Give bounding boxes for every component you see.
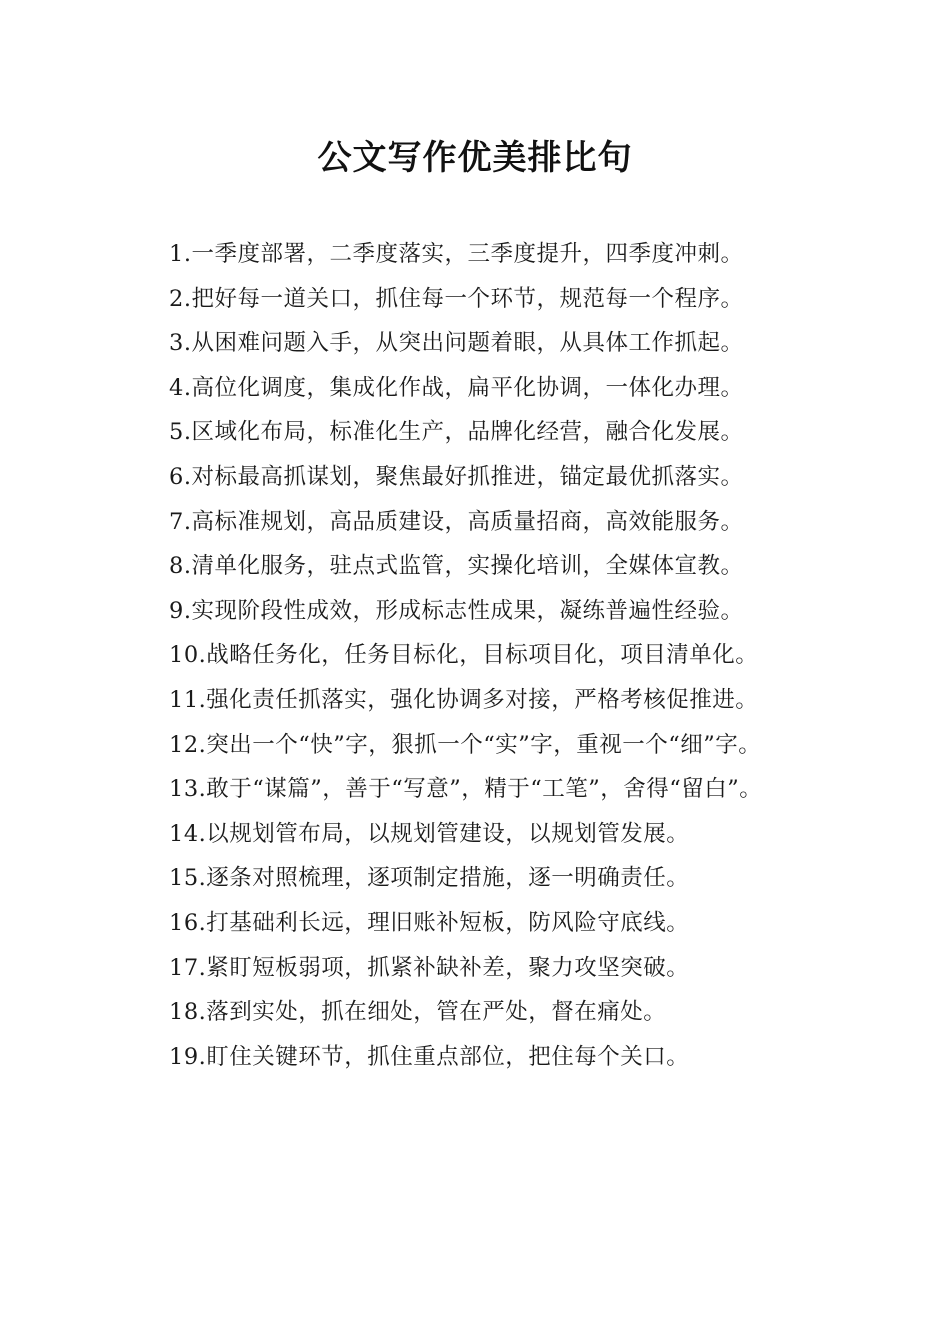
paragraph-1: 1.一季度部署，二季度落实，三季度提升，四季度冲刺。	[169, 241, 744, 267]
document-title: 公文写作优美排比句	[317, 138, 633, 178]
paragraph-6: 6.对标最高抓谋划，聚焦最好抓推进，锚定最优抓落实。	[169, 463, 744, 490]
paragraph-11: 11.强化责任抓落实，强化协调多对接，严格考核促推进。	[169, 686, 759, 713]
paragraph-19: 19.盯住关键环节，抓住重点部位，把住每个关口。	[169, 1043, 690, 1070]
paragraph-14: 14.以规划管布局，以规划管建设，以规划管发展。	[169, 820, 690, 847]
paragraph-16: 16.打基础利长远，理旧账补短板，防风险守底线。	[169, 909, 690, 936]
paragraph-4: 4.高位化调度，集成化作战，扁平化协调，一体化办理。	[169, 374, 744, 401]
paragraph-12: 12.突出一个“快”字，狠抓一个“实”字，重视一个“细”字。	[169, 731, 762, 758]
paragraph-8: 8.清单化服务，驻点式监管，实操化培训，全媒体宣教。	[169, 553, 744, 580]
paragraph-18: 18.落到实处，抓在细处，管在严处，督在痛处。	[169, 999, 667, 1026]
paragraph-7: 7.高标准规划，高品质建设，高质量招商，高效能服务。	[169, 508, 744, 535]
paragraph-5: 5.区域化布局，标准化生产，品牌化经营，融合化发展。	[169, 419, 744, 446]
document-body	[119, 232, 827, 1079]
paragraph-10: 10.战略任务化，任务目标化，目标项目化，项目清单化。	[169, 642, 759, 669]
paragraph-9: 9.实现阶段性成效，形成标志性成果，凝练普遍性经验。	[169, 597, 744, 624]
paragraph-3: 3.从困难问题入手，从突出问题着眼，从具体工作抓起。	[169, 330, 744, 357]
paragraph-13: 13.敢于“谋篇”，善于“写意”，精于“工笔”，舍得“留白”。	[169, 776, 763, 803]
paragraph-15: 15.逐条对照梳理，逐项制定措施，逐一明确责任。	[169, 865, 690, 892]
paragraph-17: 17.紧盯短板弱项，抓紧补缺补差，聚力攻坚突破。	[169, 954, 690, 981]
paragraph-2: 2.把好每一道关口，抓住每一个环节，规范每一个程序。	[169, 285, 744, 312]
